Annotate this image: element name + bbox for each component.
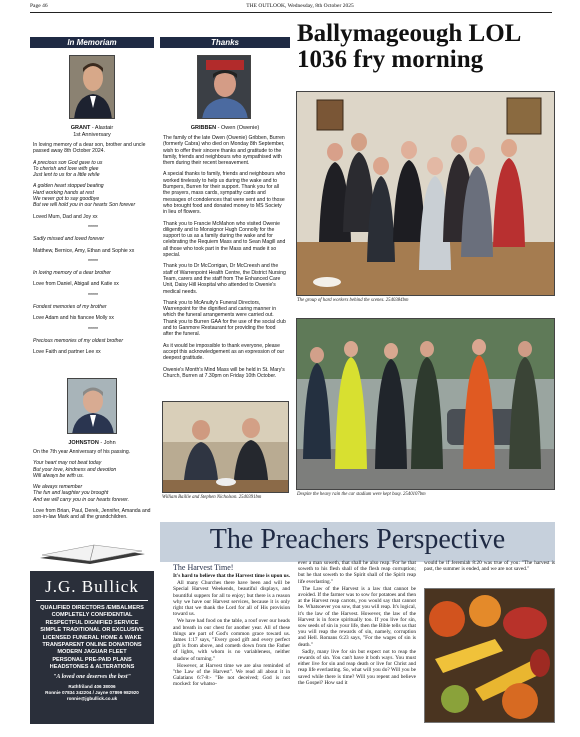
advert-line: MODERN JAGUAR FLEET xyxy=(57,649,127,656)
grant-anniversary: 1st Anniversary xyxy=(73,132,111,138)
johnston-notice: On the 7th year Anniversary of his passing. Your heart may not beat today But your love, kindness and devotion Will always be with us. We always remember The fun and laughter you brought And we will carry you in our hearts forever. Love from Brian, Paul, Derek, Jennifer, Amanda and son-in-law Mark and all the grandchildren. xyxy=(33,449,151,521)
advert-address: Rathfriland 406 38006 xyxy=(68,683,116,689)
advert-line: HEADSTONES & ALTERATIONS xyxy=(49,664,135,671)
thanks-notice: The family of the late Owen (Owenie) Gribben, Burren (formerly Cabra) who died on Monday 8th September, wish to offer their sincere thanks and gratitude to the family, friends and neighbours who sympathised with them during their recent bereavement. A special thanks to family, friends and neighbours who worked tirelessly to help us during the wake and to Bumpers, Burren for their support. Thank you for all the prayers, mass cards, sympathy cards and messages of condolences that were sent and to those who brought food and donated money to MS Society in lieu of flowers. Thank you to Francie McMahon who visited Owenie diligently and to Monsignor Hugh Connolly for the support to us as a family during the wake and for celebrating the Requiem Mass and to Sean Magill and all those who took part in the Mass and made it so special. Thank you to Dr McCorrigan, Dr McCreesh and the staff of Warrenpoint Health Centre, the District Nursing Team, carers and the staff from The Enhanced Care Unit, Daisy Hill Hospital who attended to Owenie's medical needs. Thank you to McAnulty's Funeral Directors, Warrenpoint for the dignified and caring manner in which the funeral arrangements were carried out. Thank you to Burren GAA for the use of the social club and to Ganmore Restaurant for providing the food after the funeral. As it would be impossible to thank everyone, please accept this acknowledgement as an expression of our deepest gratitude. Owenie's Month's Mind Mass will be held in St. Mary's Church, Burren at 7.30pm on Friday 10th October. xyxy=(163,135,286,379)
bottom-photo-caption: Despite the heavy rain the car stadium were kept busy. 2540107bm xyxy=(297,492,426,497)
advert-line: SIMPLE TRADITIONAL OR EXCLUSIVE xyxy=(40,627,144,634)
harvest-photo xyxy=(424,588,555,723)
advert-email[interactable]: ronnie@jgbullick.co.uk xyxy=(66,695,118,701)
advert-phones[interactable]: Ronnie 07834 342204 / Jayne 07899 982920 xyxy=(45,689,139,695)
johnston-name: JOHNSTON - John xyxy=(68,440,116,446)
in-memoriam-header: In Memoriam xyxy=(30,37,154,48)
advert-motto: "A loved one deserves the best" xyxy=(53,673,131,680)
advert-line: LICENSED FUNERAL HOME & WAKE xyxy=(42,634,142,641)
group-photo-bottom xyxy=(296,318,555,490)
preachers-col-3: would be if Jeremiah 8:20 was true of you: "The harvest is past, the summer is ended, and we are not saved." xyxy=(424,560,555,573)
johnston-portrait xyxy=(67,378,117,434)
preachers-col-2: ever a man soweth, that shall he also reap. For he that soweth to his flesh shall of the flesh reap corruption; but he that soweth to the Spirit shall of the Spirit reap life everlasting." The Law of the Harvest is a law that cannot be avoided. If the farmer was to sow for potatoes and then at the Harvest reap carrots, you would say that cannot be. Whatsoever you sow, that you will reap. It's logical, it's the law of the Harvest. However, the law of the Harvest is in force spiritually too. If you live for sin, sow seeds of sin in your life, then the Bible tells us that you will reap the rewards of sin, namely, corruption and Hell. Romans 6:23 says, "For the wages of sin is death." Sadly, many live for sin but expect not to reap the rewards of sin. You can't have it both ways. You must either live for sin and reap death or live for Christ and reap life everlasting. So, what will you do? Will you be saved while there is time? Will you repent and believe the Gospel? How sad it xyxy=(298,560,416,686)
baillie-nicholson-photo xyxy=(162,401,289,493)
preachers-col-1: It's hard to believe that the Harvest time is upon us. All many Churches there have been and will be Special Harvest Weekends, beautiful displays, and bountiful suppers for all to enjoy; but there is a reason why we have our Harvest services, because it is only right that we thank the Lord for all of His provision toward us. We have had food on the table, a roof over our heads and breath in our chest for another year. All of these things are part of God's common grace toward us. James 1:17 says, "Every good gift and every perfect gift is from above, and cometh down from the Father of lights, with whom is no variableness, neither shadow of turning." However, at Harvest time we are also reminded of "the Law of the Harvest". We read all about it in Galatians 6:7-8:- "Be not deceived; God is not mocked: for whatso- xyxy=(173,573,290,688)
page-number: Page 46 xyxy=(30,3,48,9)
bible-illustration xyxy=(30,534,154,566)
advert-brand: J.G. Bullick xyxy=(45,577,139,596)
grant-portrait xyxy=(69,55,115,119)
header-rule xyxy=(30,12,552,13)
preachers-title: The Preachers Perspective xyxy=(209,524,506,555)
top-photo-caption: The group of hard workers behind the scenes. 2540384bm xyxy=(297,298,409,303)
advert-line: QUALIFIED DIRECTORS /EMBALMERS xyxy=(40,605,144,611)
advert-line: COMPLETELY CONFIDENTIAL xyxy=(51,612,133,619)
gribben-name: GRIBBEN - Owen (Owenie) xyxy=(190,125,260,131)
preachers-subtitle: The Harvest Time! xyxy=(173,563,234,572)
grant-name: GRANT - Alastair xyxy=(70,125,114,131)
lol-headline: Ballymageough LOL 1036 fry morning xyxy=(297,20,520,73)
gribben-portrait xyxy=(197,55,251,119)
advert-line: TRANSPARENT ONLINE DONATIONS xyxy=(42,642,142,649)
advert-divider xyxy=(36,600,148,601)
masthead: THE OUTLOOK, Wednesday, 8th October 2025 xyxy=(246,3,354,9)
jg-bullick-advert xyxy=(30,571,154,724)
advert-line: PERSONAL PRE-PAID PLANS xyxy=(52,656,132,663)
small-photo-caption: William Baillie and Stephen Nicholson. 2540391bm xyxy=(162,495,262,500)
grant-notice: In loving memory of a dear son, brother and uncle passed away 8th October 2024. A precious son God gave to us To cherish and love with glee Just lent to us for a little while A golden heart stopped beating Hard working hands at rest We never got to say goodbye But we will hold you in our hearts Son forever Loved Mum, Dad and Joy xx ***** Sadly missed and loved forever Matthew, Bernice, Amy, Ethan and Sophie xx ***** In loving memory of a dear brother Love from Daniel, Abigail and Katie xx ***** Fondest memories of my brother Love Adam and his fiancee Molly xx ***** Precious memories of my oldest brother Love Faith and partner Lee xx xyxy=(33,142,146,356)
advert-line: RESPECTFUL DIGNIFIED SERVICE xyxy=(45,619,139,626)
thanks-header: Thanks xyxy=(160,37,290,48)
group-photo-top xyxy=(296,91,555,296)
